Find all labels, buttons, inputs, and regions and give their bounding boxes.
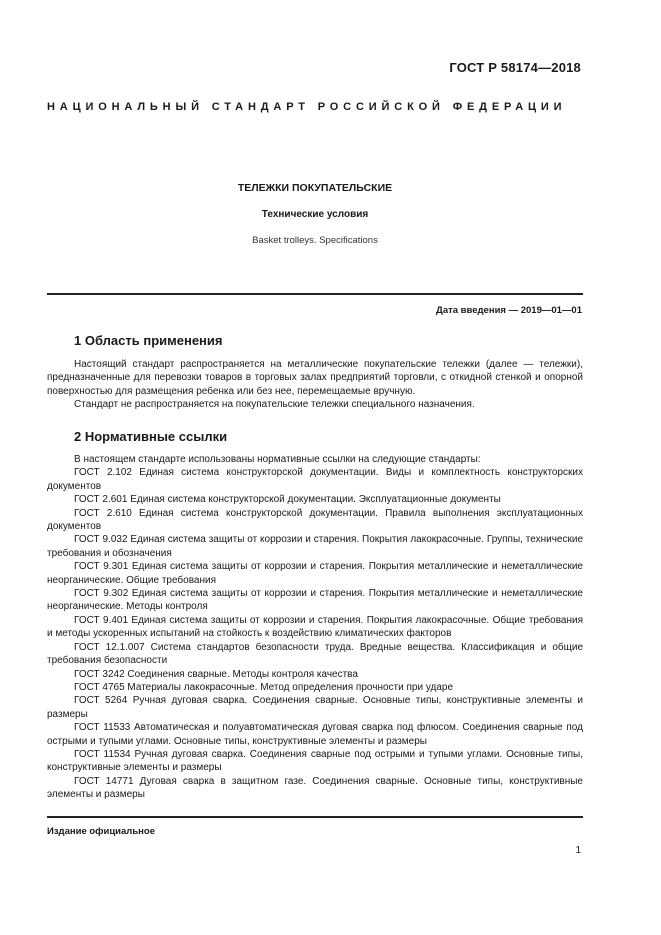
paragraph: Настоящий стандарт распространяется на металлические покупательские тележки (далее — тележки), предназначенные для перевозки товаров в торговых залах предприятий торговли, с откидной стенкой и опорной поверхностью для размещения ребенка или без нее, перемещаемые вручную. [47,359,583,397]
introduction-date: Дата введения — 2019—01—01 [436,305,582,316]
reference-item: ГОСТ 2.610 Единая система конструкторской документации. Правила выполнения эксплуатационных документов [47,507,583,533]
paragraph: В настоящем стандарте использованы нормативные ссылки на следующие стандарты: [74,454,481,465]
section-2-body [47,453,583,802]
reference-item: ГОСТ 3242 Соединения сварные. Методы контроля качества [74,668,358,680]
reference-item: ГОСТ 5264 Ручная дуговая сварка. Соединения сварные. Основные типы, конструктивные элементы и размеры [47,695,583,720]
page-number: 1 [575,845,581,856]
section-1-body [47,358,583,412]
section-1-heading: 1 Область применения [74,333,223,348]
reference-item: ГОСТ 14771 Дуговая сварка в защитном газе. Соединения сварные. Основные типы, конструктивные элементы и размеры [47,775,583,801]
document-designation: ГОСТ Р 58174—2018 [449,60,581,75]
document-subtitle: Технические условия [261,209,369,220]
footer-divider [47,816,583,818]
title-divider [47,293,583,295]
english-title: Basket trolleys. Specifications [252,235,378,246]
paragraph: Стандарт не распространяется на покупательские тележки специального назначения. [74,399,475,411]
reference-item: ГОСТ 2.102 Единая система конструкторской документации. Виды и комплектность конструкторских документов [47,467,583,492]
document-title: ТЕЛЕЖКИ ПОКУПАТЕЛЬСКИЕ [237,182,393,194]
reference-item: ГОСТ 2.601 Единая система конструкторской документации. Эксплуатационные документы [74,494,501,506]
reference-item: ГОСТ 9.302 Единая система защиты от коррозии и старения. Покрытия металлические и неметаллические неорганические. Методы контроля [47,588,583,613]
national-standard-heading: НАЦИОНАЛЬНЫЙ СТАНДАРТ РОССИЙСКОЙ ФЕДЕРАЦИИ [47,101,567,113]
reference-item: ГОСТ 9.032 Единая система защиты от коррозии и старения. Покрытия лакокрасочные. Группы, технические требования и обозначения [47,534,583,559]
reference-item: ГОСТ 9.401 Единая система защиты от коррозии и старения. Покрытия лакокрасочные. Общие требования и методы ускоренных испытаний на стойкость к воздействию климатических факторов [47,614,583,640]
reference-item: ГОСТ 11534 Ручная дуговая сварка. Соединения сварные под острыми и тупыми углами. Основные типы, конструктивные элементы и размеры [47,748,583,774]
reference-item: ГОСТ 4765 Материалы лакокрасочные. Метод определения прочности при ударе [74,681,454,693]
reference-item: ГОСТ 9.301 Единая система защиты от коррозии и старения. Покрытия металлические и неметаллические неорганические. Общие требования [47,561,583,586]
section-2-heading: 2 Нормативные ссылки [74,429,228,444]
reference-item: ГОСТ 11533 Автоматическая и полуавтоматическая дуговая сварка под флюсом. Соединения сварные под острыми и тупыми углами. Основные типы, конструктивные элементы и размеры [47,722,583,747]
official-edition-label: Издание официальное [47,826,155,837]
reference-item: ГОСТ 12.1.007 Система стандартов безопасности труда. Вредные вещества. Классификация и общие требования безопасности [47,641,583,667]
